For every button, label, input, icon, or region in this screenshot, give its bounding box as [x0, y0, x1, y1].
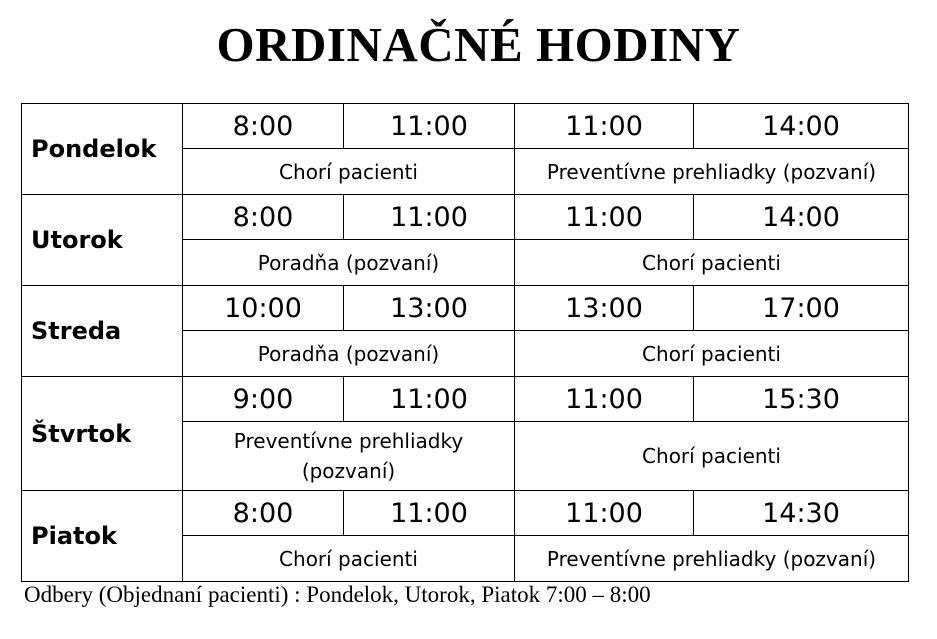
time-start-1: 8:00 — [183, 195, 344, 240]
time-start-2: 11:00 — [515, 104, 694, 149]
time-end-1: 13:00 — [344, 286, 515, 331]
day-row-utorok-times — [22, 195, 909, 240]
day-name: Pondelok — [22, 104, 183, 195]
time-end-2: 14:00 — [694, 104, 909, 149]
time-end-2: 14:00 — [694, 195, 909, 240]
day-name: Streda — [22, 286, 183, 377]
time-start-2: 11:00 — [515, 377, 694, 422]
time-end-2: 15:30 — [694, 377, 909, 422]
time-start-2: 11:00 — [515, 195, 694, 240]
time-end-1: 11:00 — [344, 491, 515, 536]
time-end-2: 17:00 — [694, 286, 909, 331]
session-label-2: Preventívne prehliadky (pozvaní) — [515, 149, 909, 195]
day-row-piatok-times — [22, 491, 909, 536]
session-label-1-text: Preventívne prehliadky (pozvaní) — [233, 429, 464, 483]
day-row-streda-times — [22, 286, 909, 331]
day-name: Utorok — [22, 195, 183, 286]
time-end-1: 11:00 — [344, 377, 515, 422]
time-start-1: 8:00 — [183, 491, 344, 536]
time-end-1: 11:00 — [344, 104, 515, 149]
session-label-1: Poradňa (pozvaní) — [183, 240, 515, 286]
time-start-1: 9:00 — [183, 377, 344, 422]
session-label-2: Chorí pacienti — [515, 331, 909, 377]
footer-note: Odbery (Objednaní pacienti) : Pondelok, Utorok, Piatok 7:00 – 8:00 — [24, 582, 651, 607]
time-end-2: 14:30 — [694, 491, 909, 536]
session-label-2: Chorí pacienti — [515, 422, 909, 491]
time-end-1: 11:00 — [344, 195, 515, 240]
session-label-2: Preventívne prehliadky (pozvaní) — [515, 536, 909, 582]
session-label-1: Poradňa (pozvaní) — [183, 331, 515, 377]
day-row-pondelok-times — [22, 104, 909, 149]
session-label-1: Chorí pacienti — [183, 149, 515, 195]
time-start-2: 13:00 — [515, 286, 694, 331]
time-start-1: 10:00 — [183, 286, 344, 331]
page-title: ORDINAČNÉ HODINY — [216, 17, 741, 72]
day-row-stvrtok-times — [22, 377, 909, 422]
schedule-table — [21, 103, 909, 582]
time-start-1: 8:00 — [183, 104, 344, 149]
time-start-2: 11:00 — [515, 491, 694, 536]
day-name: Piatok — [22, 491, 183, 582]
session-label-1: Chorí pacienti — [183, 536, 515, 582]
session-label-2: Chorí pacienti — [515, 240, 909, 286]
day-name: Štvrtok — [22, 377, 183, 491]
session-label-1 — [183, 422, 515, 491]
